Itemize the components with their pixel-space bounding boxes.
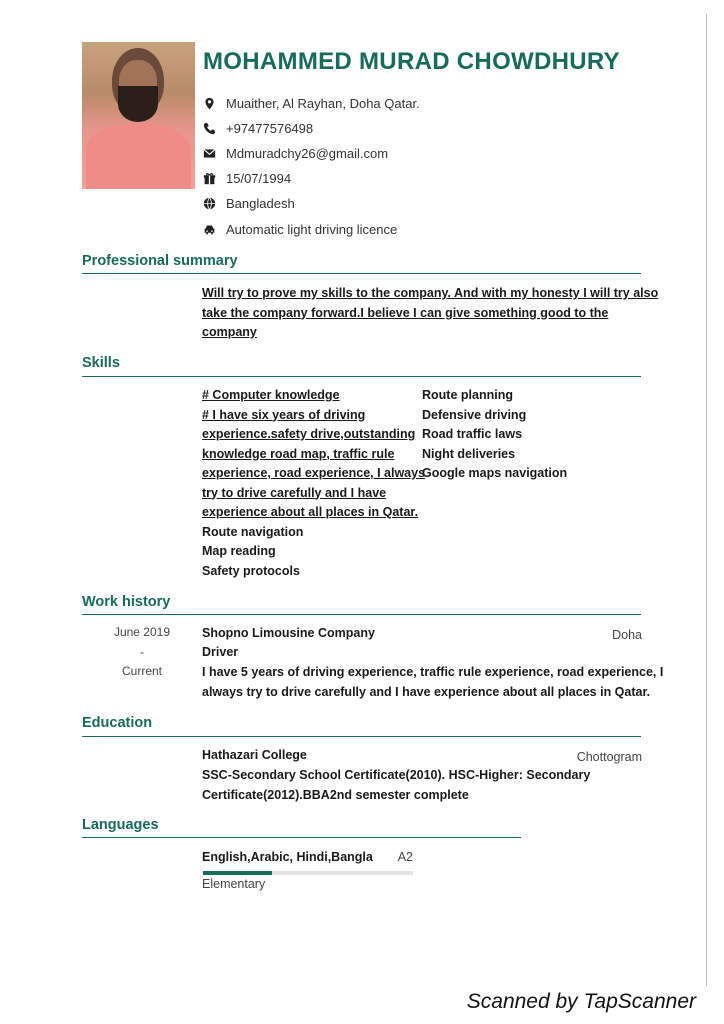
work-location: Doha [612, 628, 642, 642]
contact-phone [203, 121, 313, 136]
education-desc-line: SSC-Secondary School Certificate(2010). HSC-Higher: Secondary [202, 768, 591, 782]
skill-item: try to drive carefully and I have [202, 485, 387, 500]
section-title-education: Education [82, 715, 153, 731]
section-rule [82, 376, 641, 377]
summary-line: Will try to prove my skills to the company. And with my honesty I will try also [202, 286, 659, 300]
skill-item: Night deliveries [422, 446, 516, 461]
section-title-skills: Skills [82, 355, 120, 371]
education-location: Chottogram [576, 750, 642, 764]
skills-left-column [202, 388, 425, 583]
globe-icon [203, 197, 216, 210]
section-title-summary: Professional summary [82, 253, 238, 269]
location-pin-icon [203, 97, 216, 110]
education-description [202, 768, 590, 807]
summary-line: take the company forward.I believe I can give something good to the [202, 305, 609, 320]
licence-text: Automatic light driving licence [226, 222, 398, 237]
language-level-text: Elementary [202, 877, 266, 891]
section-rule [82, 736, 641, 737]
language-level-code: A2 [397, 850, 413, 864]
nationality-text: Bangladesh [226, 196, 295, 211]
skill-item: Route planning [422, 388, 513, 402]
skill-item: # Computer knowledge [202, 388, 340, 402]
skill-item: Defensive driving [422, 407, 527, 422]
candidate-name: MOHAMMED MURAD CHOWDHURY [203, 48, 620, 75]
section-title-work: Work history [82, 594, 171, 610]
page-edge-line [706, 14, 707, 986]
language-names: English,Arabic, Hindi,Bangla [202, 850, 373, 864]
phone-text: +97477576498 [226, 121, 314, 136]
skill-item: experience.safety drive,outstanding [202, 427, 416, 441]
language-level-bar [203, 871, 413, 875]
envelope-icon [203, 147, 216, 160]
email-text: Mdmuradchy26@gmail.com [226, 146, 389, 161]
work-end-date: Current [121, 664, 162, 678]
skill-item: # I have six years of driving [202, 407, 366, 422]
section-title-languages: Languages [82, 817, 159, 833]
scanner-watermark: Scanned by TapScanner [466, 990, 696, 1013]
skill-item: experience about all places in Qatar. [202, 505, 419, 519]
contact-address [203, 96, 420, 111]
gift-icon [203, 172, 216, 185]
summary-text [202, 286, 658, 345]
work-role: Driver [202, 645, 239, 659]
work-date-separator: - [140, 644, 144, 659]
contact-birthdate [203, 171, 291, 186]
skill-item: Google maps navigation [422, 466, 568, 480]
section-rule [82, 614, 641, 615]
car-icon [203, 223, 216, 236]
skill-item: Route navigation [202, 524, 304, 539]
work-start-date: June 2019 [113, 625, 170, 639]
contact-licence [203, 222, 397, 237]
work-desc-line: always try to drive carefully and I have experience about all places in Qatar. [202, 684, 651, 699]
skill-item: experience, road experience, I always [202, 466, 426, 480]
education-school: Hathazari College [202, 748, 307, 762]
skill-item: knowledge road map, traffic rule [202, 446, 395, 461]
skill-item: Safety protocols [202, 563, 300, 578]
contact-email [203, 146, 388, 161]
contact-nationality [203, 196, 295, 211]
work-desc-line: I have 5 years of driving experience, traffic rule experience, road experience, I [202, 665, 664, 679]
work-dates [82, 625, 170, 684]
skill-item: Map reading [202, 544, 276, 558]
work-company: Shopno Limousine Company [202, 626, 375, 640]
phone-icon [203, 122, 216, 135]
birthdate-text: 15/07/1994 [226, 171, 292, 186]
summary-line: company [202, 325, 257, 339]
education-desc-line: Certificate(2012).BBA2nd semester complete [202, 787, 469, 802]
work-description [202, 665, 663, 704]
language-level-fill [203, 871, 272, 875]
section-rule [82, 273, 641, 274]
profile-photo [82, 42, 195, 189]
skills-right-column [422, 388, 567, 486]
address-text: Muaither, Al Rayhan, Doha Qatar. [226, 96, 420, 111]
section-rule [82, 837, 521, 838]
skill-item: Road traffic laws [422, 427, 523, 441]
